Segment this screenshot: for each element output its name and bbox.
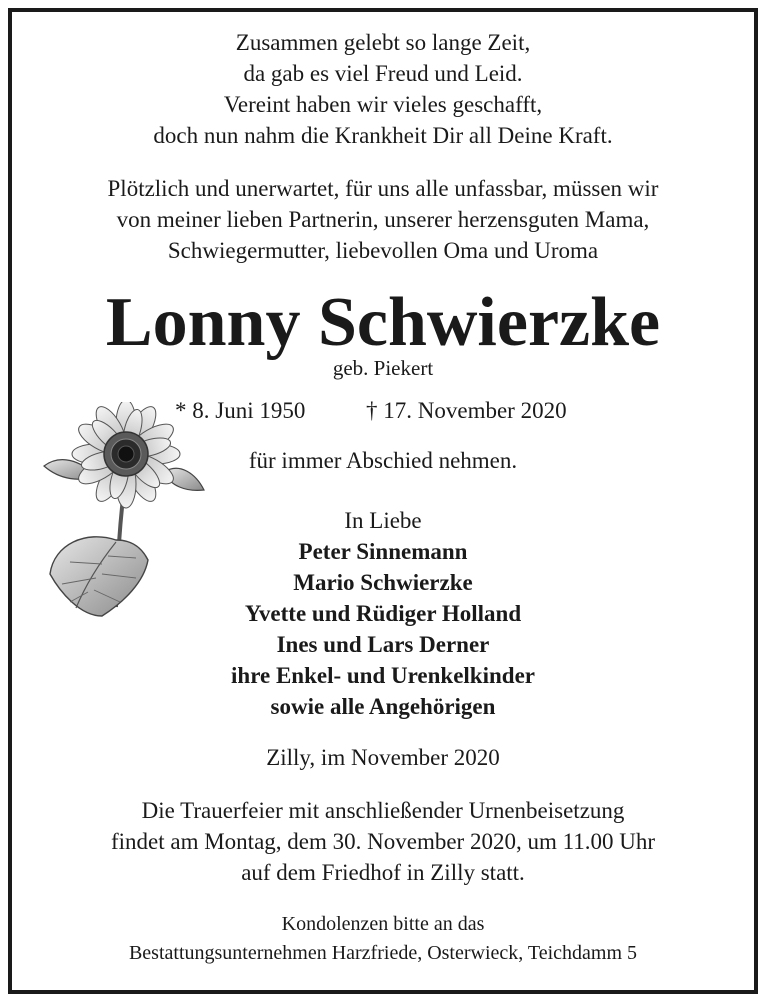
mourner-name: Mario Schwierzke [293,570,473,595]
intro-line: von meiner lieben Partnerin, unserer herzensguten Mama, [116,207,650,232]
mourner-name: sowie alle Angehörigen [270,694,496,719]
mourner-name: Peter Sinnemann [298,539,468,564]
intro-line: Plötzlich und unerwartet, für uns alle unfassbar, müssen wir [107,176,659,201]
deceased-name: Lonny Schwierzke [105,284,661,361]
condolences-line: Bestattungsunternehmen Harzfriede, Osterwieck, Teichdamm 5 [128,942,638,964]
service-line: findet am Montag, dem 30. November 2020, um 11.00 Uhr [110,829,656,854]
mourner-name: ihre Enkel- und Urenkelkinder [231,663,535,688]
poem-line: da gab es viel Freud und Leid. [243,61,523,86]
condolences-line: Kondolenzen bitte an das [281,913,485,935]
maiden-name: geb. Piekert [332,356,434,380]
service-line: Die Trauerfeier mit anschließender Urnenbeisetzung [141,798,625,823]
death-date: † 17. November 2020 [366,398,567,423]
intro-line: Schwiegermutter, liebevollen Oma und Uroma [167,238,599,263]
mourner-name: Ines und Lars Derner [276,632,490,657]
poem-line: doch nun nahm die Krankheit Dir all Deine Kraft. [153,123,613,148]
poem-line: Vereint haben wir vieles geschafft, [223,92,543,117]
birth-date: * 8. Juni 1950 [175,398,306,423]
service-line: auf dem Friedhof in Zilly statt. [241,860,525,885]
place-date: Zilly, im November 2020 [266,745,500,770]
love-intro: In Liebe [344,508,422,533]
mourner-name: Yvette und Rüdiger Holland [244,601,522,626]
poem-line: Zusammen gelebt so lange Zeit, [235,30,531,55]
farewell-text: für immer Abschied nehmen. [248,448,518,473]
